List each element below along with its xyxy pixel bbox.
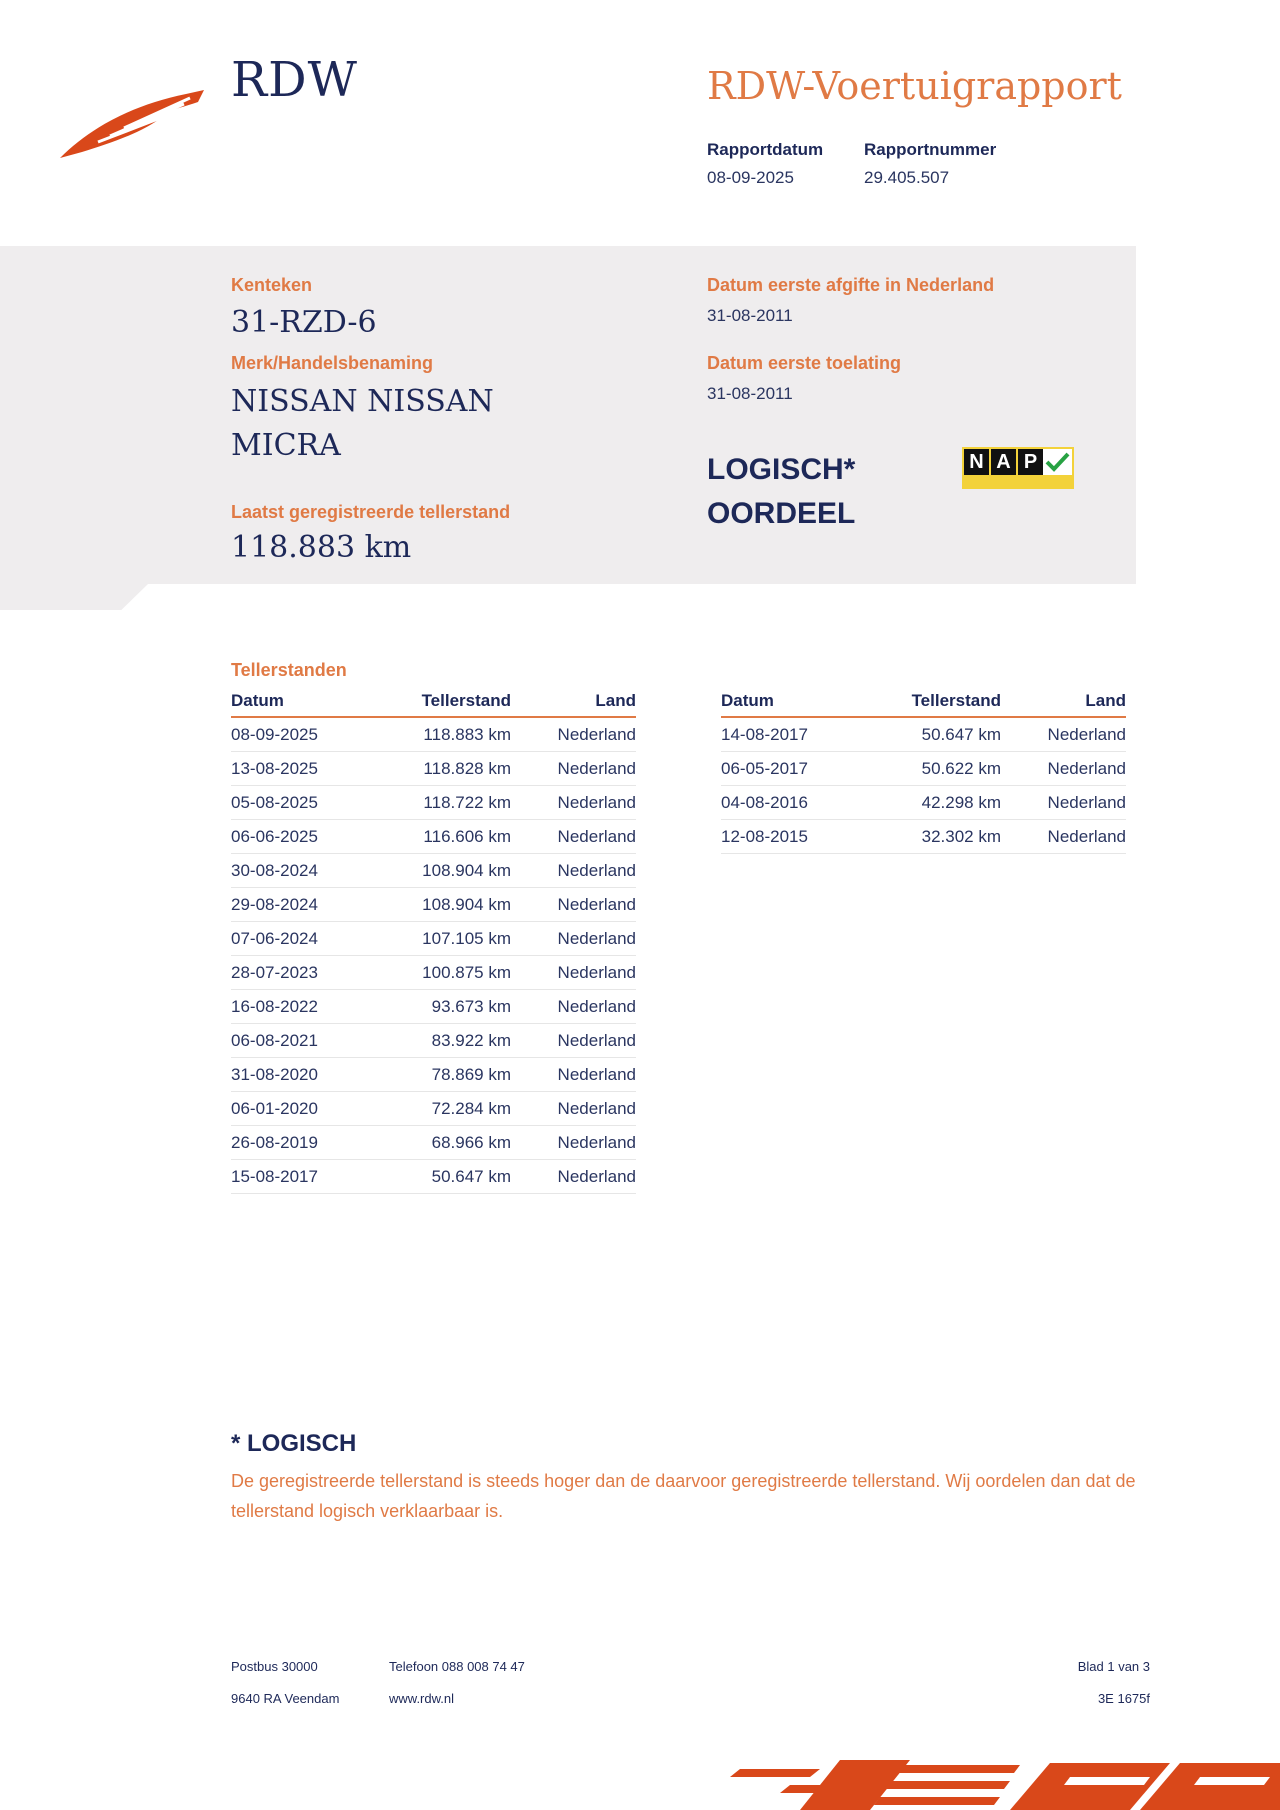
cell-date: 08-09-2025 <box>231 717 391 752</box>
panel-tail <box>0 584 148 610</box>
cell-date: 26-08-2019 <box>231 1126 391 1160</box>
cell-country: Nederland <box>1001 820 1126 854</box>
cell-reading: 108.904 km <box>391 854 511 888</box>
cell-country: Nederland <box>511 1058 636 1092</box>
cell-reading: 32.302 km <box>881 820 1001 854</box>
first-nl-value: 31-08-2011 <box>707 306 793 325</box>
rdw-logo-icon <box>58 82 208 162</box>
cell-reading: 50.622 km <box>881 752 1001 786</box>
cell-date: 15-08-2017 <box>231 1160 391 1194</box>
cell-country: Nederland <box>511 1126 636 1160</box>
cell-reading: 108.904 km <box>391 888 511 922</box>
header-date: Datum <box>231 688 391 717</box>
cell-country: Nederland <box>511 786 636 820</box>
footer-code: 3E 1675f <box>1097 1691 1150 1706</box>
table-row <box>231 1024 636 1058</box>
header-country: Land <box>511 688 636 717</box>
brand-value-line1: NISSAN NISSAN <box>231 384 494 419</box>
table-row <box>721 820 1126 854</box>
cell-reading: 107.105 km <box>391 922 511 956</box>
cell-country: Nederland <box>1001 717 1126 752</box>
footnote-title: * LOGISCH <box>231 1430 357 1457</box>
logo-text: RDW <box>231 52 358 108</box>
cell-country: Nederland <box>1001 752 1126 786</box>
table-row <box>721 752 1126 786</box>
nap-badge <box>962 447 1074 489</box>
first-admission-label: Datum eerste toelating <box>707 353 902 373</box>
table-row <box>231 752 636 786</box>
checkmark-icon <box>1043 449 1072 475</box>
table-row <box>721 786 1126 820</box>
odometer-table-left <box>231 688 636 1194</box>
table-row <box>721 717 1126 752</box>
table-row <box>231 1092 636 1126</box>
table-row <box>231 1160 636 1194</box>
table-row <box>231 990 636 1024</box>
table-row <box>231 888 636 922</box>
cell-country: Nederland <box>511 1092 636 1126</box>
cell-reading: 116.606 km <box>391 820 511 854</box>
cell-country: Nederland <box>511 888 636 922</box>
cell-reading: 118.883 km <box>391 717 511 752</box>
cell-date: 31-08-2020 <box>231 1058 391 1092</box>
cell-country: Nederland <box>1001 786 1126 820</box>
table-row <box>231 717 636 752</box>
cell-date: 29-08-2024 <box>231 888 391 922</box>
table-row <box>231 956 636 990</box>
cell-date: 06-06-2025 <box>231 820 391 854</box>
table-row <box>231 854 636 888</box>
cell-date: 14-08-2017 <box>721 717 881 752</box>
verdict-line1: LOGISCH* <box>707 453 856 486</box>
cell-reading: 100.875 km <box>391 956 511 990</box>
odometer-table-right <box>721 688 1126 854</box>
cell-reading: 50.647 km <box>881 717 1001 752</box>
odometer-value: 118.883 km <box>231 530 412 565</box>
cell-reading: 118.828 km <box>391 752 511 786</box>
nap-letter-n: N <box>964 449 989 475</box>
cell-country: Nederland <box>511 820 636 854</box>
table-row <box>231 1126 636 1160</box>
report-date-value: 08-09-2025 <box>707 168 794 187</box>
cell-reading: 72.284 km <box>391 1092 511 1126</box>
cell-country: Nederland <box>511 990 636 1024</box>
cell-reading: 83.922 km <box>391 1024 511 1058</box>
first-admission-value: 31-08-2011 <box>707 384 793 403</box>
first-nl-label: Datum eerste afgifte in Nederland <box>707 275 995 295</box>
footer-page: Blad 1 van 3 <box>1077 1659 1150 1674</box>
footer-postbus: Postbus 30000 <box>231 1659 318 1674</box>
report-title: RDW-Voertuigrapport <box>707 64 1122 108</box>
cell-date: 06-08-2021 <box>231 1024 391 1058</box>
table-header-row <box>721 688 1126 717</box>
odometer-label: Laatst geregistreerde tellerstand <box>231 502 511 522</box>
decorative-stripes-icon <box>730 1755 1280 1810</box>
cell-country: Nederland <box>511 1160 636 1194</box>
brand-value-line2: MICRA <box>231 428 341 463</box>
brand-label: Merk/Handelsbenaming <box>231 353 434 373</box>
table-row <box>231 820 636 854</box>
header-date: Datum <box>721 688 881 717</box>
cell-date: 12-08-2015 <box>721 820 881 854</box>
cell-date: 28-07-2023 <box>231 956 391 990</box>
nap-letter-p: P <box>1018 449 1043 475</box>
cell-country: Nederland <box>511 752 636 786</box>
cell-country: Nederland <box>511 854 636 888</box>
footer-website[interactable]: www.rdw.nl <box>389 1691 455 1706</box>
plate-value: 31-RZD-6 <box>231 305 377 340</box>
cell-country: Nederland <box>511 1024 636 1058</box>
header-reading: Tellerstand <box>881 688 1001 717</box>
table-row <box>231 1058 636 1092</box>
table-header-row <box>231 688 636 717</box>
cell-reading: 68.966 km <box>391 1126 511 1160</box>
cell-date: 04-08-2016 <box>721 786 881 820</box>
header-country: Land <box>1001 688 1126 717</box>
verdict-line2: OORDEEL <box>707 497 856 530</box>
cell-country: Nederland <box>511 922 636 956</box>
cell-date: 16-08-2022 <box>231 990 391 1024</box>
cell-date: 07-06-2024 <box>231 922 391 956</box>
cell-date: 06-05-2017 <box>721 752 881 786</box>
table-row <box>231 922 636 956</box>
plate-label: Kenteken <box>231 275 313 295</box>
cell-reading: 118.722 km <box>391 786 511 820</box>
footer-city: 9640 RA Veendam <box>231 1691 340 1706</box>
cell-reading: 78.869 km <box>391 1058 511 1092</box>
cell-date: 06-01-2020 <box>231 1092 391 1126</box>
header-reading: Tellerstand <box>391 688 511 717</box>
cell-country: Nederland <box>511 956 636 990</box>
nap-letter-a: A <box>991 449 1016 475</box>
footer-phone: Telefoon 088 008 74 47 <box>389 1659 525 1674</box>
report-number-value: 29.405.507 <box>864 168 950 187</box>
cell-date: 30-08-2024 <box>231 854 391 888</box>
cell-reading: 50.647 km <box>391 1160 511 1194</box>
footnote-text: De geregistreerde tellerstand is steeds hoger dan de daarvoor geregistreerde tellerstand. Wij oordelen dan dat de tellerstand logisch verklaarbaar is. <box>231 1471 1136 1521</box>
cell-country: Nederland <box>511 717 636 752</box>
vehicle-summary-panel <box>0 246 1136 584</box>
report-number-label: Rapportnummer <box>864 140 997 159</box>
table-row <box>231 786 636 820</box>
cell-date: 05-08-2025 <box>231 786 391 820</box>
odometer-section-title: Tellerstanden <box>231 660 347 680</box>
cell-date: 13-08-2025 <box>231 752 391 786</box>
cell-reading: 42.298 km <box>881 786 1001 820</box>
report-date-label: Rapportdatum <box>707 140 824 159</box>
cell-reading: 93.673 km <box>391 990 511 1024</box>
